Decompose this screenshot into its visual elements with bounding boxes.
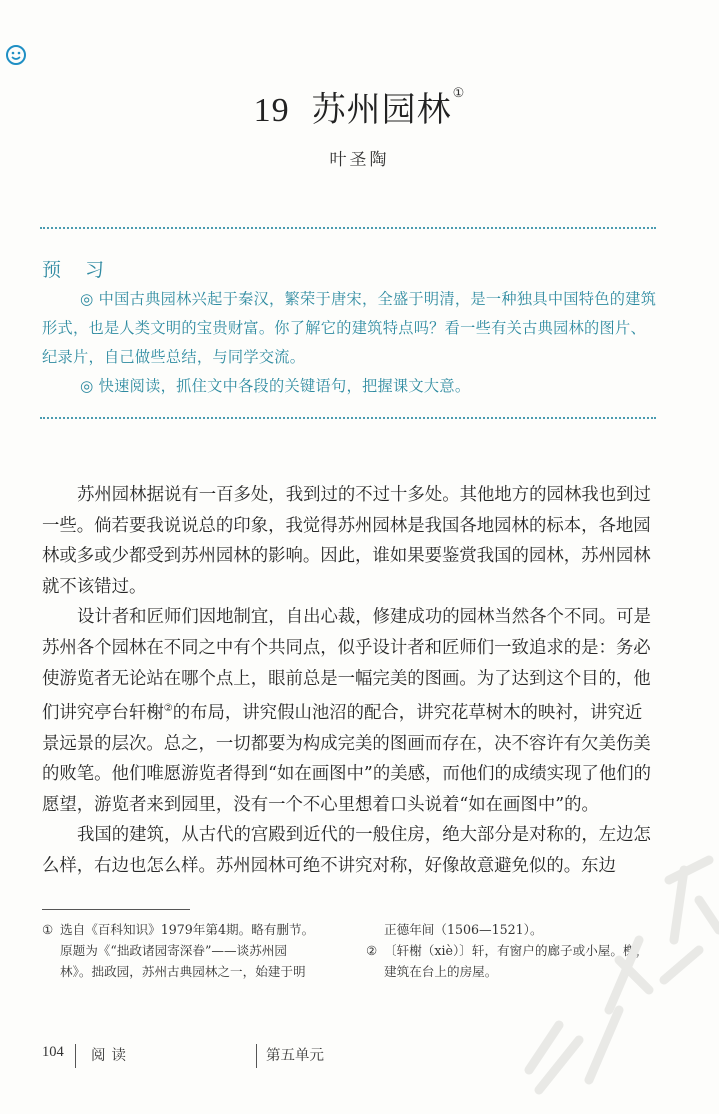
author-name: 叶圣陶 bbox=[329, 150, 390, 170]
paragraph-2 bbox=[42, 602, 659, 820]
paragraph-1: 苏州园林据说有一百多处，我到过的不过十多处。其他地方的园林我也到过一些。倘若要我说说总的印象，我觉得苏州园林是我国各地园林的标本，各地园林或多或少都受到苏州园林的影响。因此，谁如果要鉴赏我国的园林，苏州园林就不该错过。 bbox=[42, 485, 651, 597]
footnote-2-mark-label: ② bbox=[366, 943, 378, 958]
smiley-icon[interactable] bbox=[5, 44, 27, 66]
preview-item: ◎ 快速阅读，抓住文中各段的关键语句，把握课文大意。 bbox=[80, 377, 471, 395]
dotted-divider-top bbox=[40, 227, 656, 229]
paragraph-2-part-a: 设计者和匠师们因地制宜，自出心裁，修建成功的园林当然各个不同。可是苏州各个园林在不同之中有个共同点，似乎设计者和匠师们一致追求的是：务必使游览者无论站在哪个点上，眼前总是一幅完美的图画。为了达到这个目的，他们讲究亭台轩榭 bbox=[42, 607, 651, 723]
lesson-title bbox=[0, 82, 719, 131]
footnote-rule bbox=[42, 909, 190, 910]
footnote-2-mark[interactable]: ② bbox=[163, 703, 173, 715]
footnote-1-line: 原题为《“拙政诸园寄深眷”——谈苏州园 bbox=[60, 943, 287, 958]
preview-item: ◎ 中国古典园林兴起于秦汉，繁荣于唐宋，全盛于明清，是一种独具中国特色的建筑形式，也是人类文明的宝贵财富。你了解它的建筑特点吗？看一些有关古典园林的图片、纪录片，自己做些总结，与同学交流。 bbox=[42, 290, 657, 366]
paragraph-2-part-b: 的布局，讲究假山池沼的配合，讲究花草树木的映衬，讲究近景远景的层次。总之，一切都要为构成完美的图画而存在，决不容许有欠美伤美的败笔。他们唯愿游览者得到“如在画图中”的美感，而他们的成绩实现了他们的愿望，游览者来到园里，没有一个不心里想着口头说着“如在画图中”的。 bbox=[42, 702, 652, 815]
paragraph-3: 我国的建筑，从古代的宫殿到近代的一般住房，绝大部分是对称的，左边怎么样，右边也怎么样。苏州园林可绝不讲究对称，好像故意避免似的。东边 bbox=[42, 825, 651, 876]
section-label: 阅读 bbox=[91, 1048, 132, 1064]
title-footnote-mark[interactable]: ① bbox=[452, 86, 466, 101]
article-body bbox=[42, 480, 659, 882]
footer-divider bbox=[75, 1044, 76, 1068]
footnote-1 bbox=[42, 919, 360, 982]
dotted-divider-bottom bbox=[40, 417, 656, 419]
footnote-1-line: 正德年间（1506—1521）。 bbox=[384, 922, 543, 937]
title-text: 苏州园林 bbox=[311, 90, 452, 130]
footer-divider bbox=[256, 1044, 257, 1068]
footnote-1-line: 选自《百科知识》1979年第4期。略有删节。 bbox=[60, 922, 315, 937]
preview-box bbox=[42, 285, 657, 401]
footnote-2-line: 建筑在台上的房屋。 bbox=[384, 964, 498, 979]
footnote-1-mark: ① bbox=[42, 922, 54, 937]
footnote-1-line: 林》。拙政园，苏州古典园林之一，始建于明 bbox=[60, 964, 306, 979]
unit-label: 第五单元 bbox=[266, 1048, 324, 1064]
page-number: 104 bbox=[42, 1044, 64, 1060]
preview-heading: 预 习 bbox=[42, 259, 114, 281]
footnote-2-line: 〔轩榭（xiè）〕轩，有窗户的廊子或小屋。榭， bbox=[384, 943, 649, 958]
watermark-graphic bbox=[469, 840, 719, 1110]
lesson-number: 19 bbox=[253, 92, 290, 129]
